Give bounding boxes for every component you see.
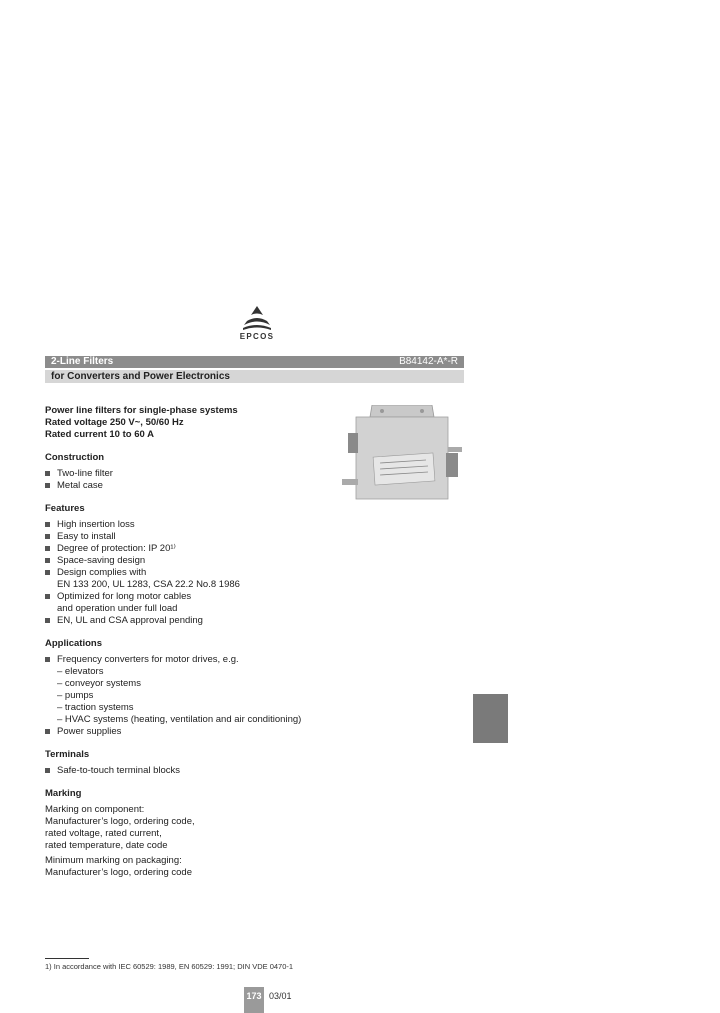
features-heading: Features	[45, 503, 85, 514]
list-item: Power supplies	[45, 726, 355, 738]
marking-component	[45, 804, 355, 852]
footnote-divider	[45, 958, 89, 959]
list-item: Two-line filter	[45, 468, 355, 480]
list-item: Space-saving design	[45, 555, 355, 567]
sub-item: – pumps	[57, 690, 94, 701]
applications-list	[45, 654, 355, 738]
page-title: 2-Line Filters	[51, 356, 114, 367]
page-subtitle: for Converters and Power Electronics	[51, 371, 230, 382]
edition-date: 03/01	[269, 991, 292, 1001]
list-item-line: Design complies with	[57, 567, 147, 578]
list-item: Degree of protection: IP 20¹⁾	[45, 543, 355, 555]
marking-line: rated temperature, date code	[45, 840, 168, 851]
list-item-line: EN 133 200, UL 1283, CSA 22.2 No.8 1986	[57, 579, 240, 590]
marking-line: rated voltage, rated current,	[45, 828, 162, 839]
sub-item: – elevators	[57, 666, 104, 677]
list-item	[45, 567, 355, 591]
list-item: EN, UL and CSA approval pending	[45, 615, 355, 627]
features-list	[45, 519, 355, 627]
construction-list	[45, 468, 355, 492]
terminals-list	[45, 765, 355, 777]
list-item-line: and operation under full load	[57, 603, 178, 614]
marking-packaging	[45, 855, 355, 879]
sub-item: – HVAC systems (heating, ventilation and air conditioning)	[57, 714, 302, 725]
marking-line: Minimum marking on packaging:	[45, 855, 182, 866]
product-photo	[342, 405, 462, 505]
list-item: Easy to install	[45, 531, 355, 543]
subtitle-bar	[45, 370, 464, 383]
applications-heading: Applications	[45, 638, 103, 649]
list-item: High insertion loss	[45, 519, 355, 531]
marking-heading: Marking	[45, 788, 82, 799]
section-tab	[473, 694, 508, 743]
list-item: Frequency converters for motor drives, e.g.	[45, 654, 355, 666]
list-item	[45, 591, 355, 615]
epcos-logo	[232, 306, 282, 350]
sub-item: – conveyor systems	[57, 678, 141, 689]
footnote: 1) In accordance with IEC 60529: 1989, EN 60529: 1991; DIN VDE 0470-1	[45, 962, 294, 971]
sub-item: – traction systems	[57, 702, 134, 713]
intro-line: Rated current 10 to 60 A	[45, 429, 154, 440]
page-number: 173	[244, 987, 264, 1013]
logo-text: EPCOS	[239, 332, 275, 341]
intro-line: Rated voltage 250 V~, 50/60 Hz	[45, 417, 184, 428]
title-bar	[45, 356, 464, 368]
list-item: Safe-to-touch terminal blocks	[45, 765, 355, 777]
intro-line: Power line filters for single-phase systems	[45, 405, 238, 416]
intro	[45, 405, 355, 441]
ordering-code: B84142-A*-R	[399, 356, 458, 367]
terminals-heading: Terminals	[45, 749, 90, 760]
construction-heading: Construction	[45, 452, 105, 463]
list-item: Metal case	[45, 480, 355, 492]
marking-line: Manufacturer’s logo, ordering code,	[45, 816, 195, 827]
marking-line: Manufacturer’s logo, ordering code	[45, 867, 192, 878]
epcos-logo-icon	[243, 306, 271, 330]
marking-line: Marking on component:	[45, 804, 145, 815]
list-item-line: Optimized for long motor cables	[57, 591, 192, 602]
main-content	[45, 405, 355, 879]
